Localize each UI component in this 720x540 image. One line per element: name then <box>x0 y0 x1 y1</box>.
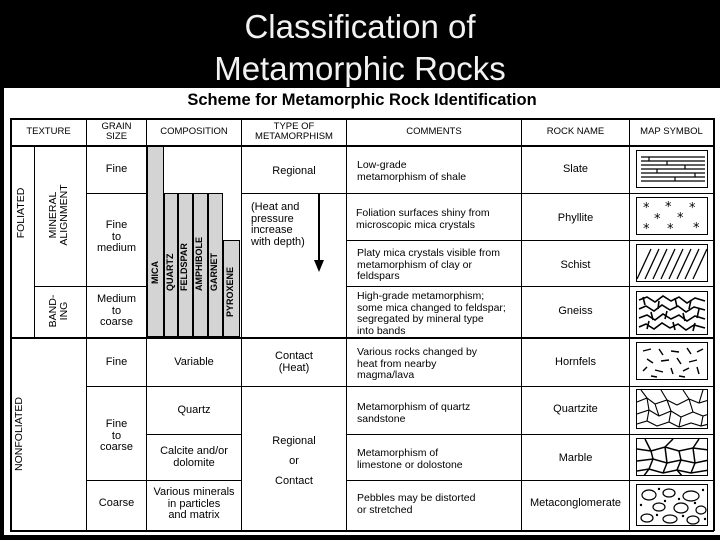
header-texture: TEXTURE <box>26 126 71 137</box>
comment-line: sandstone <box>357 412 406 425</box>
chart-title: Scheme for Metamorphic Rock Identification <box>187 91 537 109</box>
comment-slate <box>357 160 521 183</box>
grain-text: Coarse <box>98 497 135 509</box>
svg-text:*: * <box>654 212 661 227</box>
grain-text: Fine <box>105 356 128 368</box>
grain-text: Fine <box>105 219 128 231</box>
mineral-label-pyroxene: PYROXENE <box>225 266 235 317</box>
grain-text: to <box>111 230 122 243</box>
comment-line: feldspars <box>357 270 400 282</box>
heat-pressure-line: pressure <box>251 212 294 225</box>
comment-line: metamorphism of clay or <box>357 258 472 271</box>
grain-text: Fine <box>105 418 128 430</box>
metamorphism-regional: Regional <box>272 165 316 177</box>
composition-text: Various minerals <box>153 486 235 498</box>
svg-text:*: * <box>665 200 672 215</box>
comment-line: Low-grade <box>357 159 407 171</box>
slate-symbol-icon <box>636 150 708 188</box>
grain-text: coarse <box>99 316 134 328</box>
composition-calcite <box>147 446 241 469</box>
composition-variable <box>147 357 241 369</box>
composition-various-minerals <box>147 487 241 522</box>
schist-symbol-icon <box>636 244 708 282</box>
grain-fine-foliated <box>87 164 146 176</box>
comment-line: Platy mica crystals visible from <box>357 247 500 259</box>
grain-fine-to-coarse <box>87 419 146 454</box>
metaconglomerate-symbol-icon <box>636 484 708 526</box>
rock-phyllite: Phyllite <box>557 212 594 224</box>
comment-line: or stretched <box>357 503 413 516</box>
comment-schist <box>357 248 521 283</box>
mineral-alignment-line2: ALIGNMENT <box>58 184 70 246</box>
grain-fine-nonfoliated <box>87 357 146 369</box>
comment-line: Foliation surfaces shiny from <box>356 207 490 219</box>
mineral-label-garnet: GARNET <box>209 253 219 291</box>
composition-text: and matrix <box>168 509 220 521</box>
regional-contact-line: Regional <box>272 435 316 447</box>
comment-line: High-grade metamorphism; <box>357 290 485 302</box>
grain-text: to <box>111 304 122 317</box>
depth-arrow-icon <box>311 192 327 274</box>
rock-schist: Schist <box>560 259 591 271</box>
heat-pressure-line: with depth) <box>251 235 305 248</box>
banding-line1: BAND- <box>47 294 59 328</box>
comment-quartzite <box>357 402 521 425</box>
comment-line: limestone or dolostone <box>357 458 463 471</box>
comment-line: magma/lava <box>357 369 415 381</box>
svg-text:*: * <box>643 222 650 235</box>
rock-metaconglomerate: Metaconglomerate <box>529 497 622 509</box>
comment-line: segregated by mineral type <box>357 313 484 325</box>
comment-line: metamorphism of shale <box>357 170 467 183</box>
phyllite-symbol-icon <box>636 197 708 235</box>
header-grain-line1: GRAIN <box>101 121 132 132</box>
identification-table <box>4 88 720 535</box>
metamorphism-regional-or-contact <box>242 431 346 491</box>
grain-text: Medium <box>96 293 137 305</box>
mineral-label-amphibole: AMPHIBOLE <box>194 237 204 291</box>
heat-pressure-line: increase <box>251 224 293 236</box>
regional-contact-line: Contact <box>275 475 313 487</box>
header-type-line1: TYPE OF <box>273 121 315 132</box>
rock-marble: Marble <box>558 452 593 464</box>
svg-text:*: * <box>689 201 696 216</box>
contact-line: Contact <box>275 350 313 362</box>
grain-text: Fine <box>105 163 128 175</box>
texture-mineral-alignment <box>48 160 72 270</box>
comment-marble <box>357 448 521 471</box>
texture-banding <box>48 283 72 339</box>
composition-text: in particles <box>167 497 221 510</box>
texture-nonfoliated: NONFOLIATED <box>13 397 25 471</box>
grain-text: medium <box>96 242 137 254</box>
mineral-label-feldspar: FELDSPAR <box>179 243 189 291</box>
contact-line: (Heat) <box>278 361 310 374</box>
svg-text:*: * <box>693 221 700 235</box>
header-rock-name: ROCK NAME <box>546 126 605 137</box>
mineral-alignment-line1: MINERAL <box>47 191 59 239</box>
header-type-of-metamorphism <box>242 122 346 142</box>
grain-text: coarse <box>99 441 134 453</box>
identification-chart <box>4 88 720 535</box>
svg-text:*: * <box>677 211 684 226</box>
header-grain-line2: SIZE <box>105 131 128 142</box>
grain-text: to <box>111 429 122 442</box>
composition-text: dolomite <box>173 456 215 469</box>
rock-quartzite: Quartzite <box>553 403 598 415</box>
comment-line: Various rocks changed by <box>357 346 478 358</box>
composition-text: Quartz <box>177 404 211 416</box>
comment-gneiss <box>357 291 521 337</box>
composition-text: Calcite and/or <box>160 445 228 457</box>
comment-line: Metamorphism of <box>357 447 439 459</box>
marble-symbol-icon <box>636 438 708 476</box>
svg-text:*: * <box>643 201 650 216</box>
header-map-symbol: MAP SYMBOL <box>640 126 703 137</box>
slide-title <box>0 6 720 90</box>
grain-coarse <box>87 498 146 510</box>
mineral-label-quartz: QUARTZ <box>165 253 175 291</box>
grain-fine-to-medium <box>87 220 146 255</box>
regional-contact-line: or <box>289 455 299 467</box>
rock-hornfels: Hornfels <box>555 356 596 368</box>
header-type-line2: METAMORPHISM <box>255 131 333 142</box>
composition-quartz <box>147 405 241 417</box>
metamorphism-contact <box>242 351 346 374</box>
hornfels-symbol-icon <box>636 342 708 380</box>
svg-text:*: * <box>667 222 674 235</box>
comment-line: Pebbles may be distorted <box>357 492 476 504</box>
comment-metaconglomerate <box>357 493 521 516</box>
composition-text: Variable <box>174 356 214 368</box>
heat-pressure-line: (Heat and <box>251 201 300 213</box>
comment-hornfels <box>357 347 521 382</box>
gneiss-symbol-icon <box>636 291 708 335</box>
quartzite-symbol-icon <box>636 389 708 429</box>
rock-slate: Slate <box>562 163 589 175</box>
header-grain-size <box>87 122 146 142</box>
comment-line: some mica changed to feldspar; <box>357 301 506 314</box>
comment-phyllite <box>356 208 521 231</box>
rock-gneiss: Gneiss <box>558 305 593 317</box>
banding-line2: ING <box>58 301 70 321</box>
grain-medium-to-coarse <box>87 294 146 329</box>
comment-line: heat from nearby <box>357 357 437 370</box>
slide-title-line2: Metamorphic Rocks <box>214 50 506 87</box>
comment-line: microscopic mica crystals <box>356 218 476 231</box>
comment-line: Metamorphism of quartz <box>357 401 471 413</box>
header-comments: COMMENTS <box>406 126 462 137</box>
header-composition: COMPOSITION <box>160 126 228 137</box>
texture-foliated: FOLIATED <box>15 187 27 239</box>
slide-title-line1: Classification of <box>244 8 476 45</box>
mineral-label-mica: MICA <box>150 261 160 284</box>
comment-line: into bands <box>357 324 406 337</box>
